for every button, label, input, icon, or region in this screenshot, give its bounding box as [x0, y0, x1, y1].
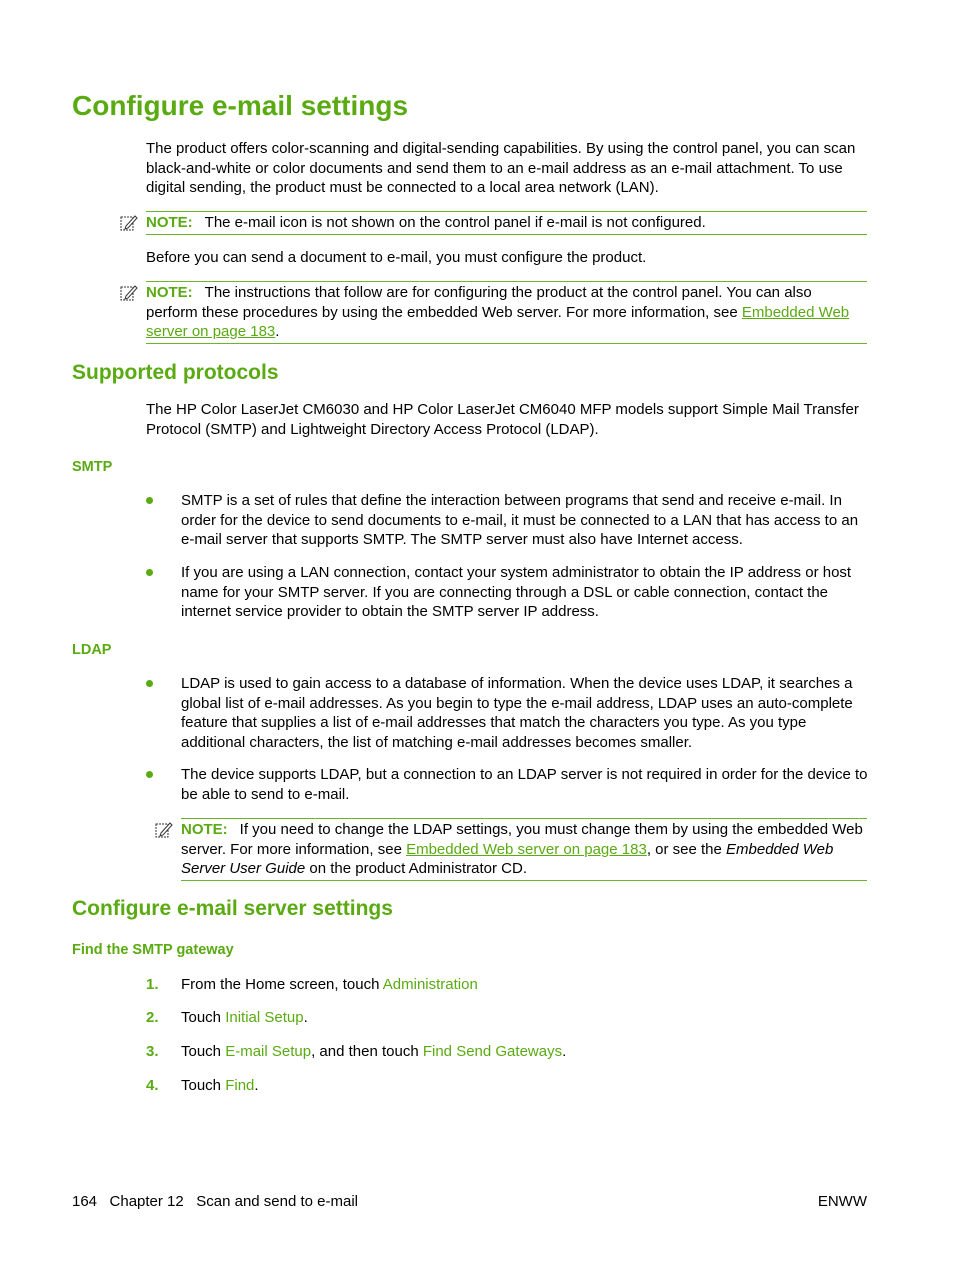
note-pencil-icon	[120, 215, 138, 231]
page-title: Configure e-mail settings	[72, 90, 409, 121]
step-number: 4.	[146, 1077, 159, 1094]
note-text: The instructions that follow are for configuring the product at the control panel. You can also perform these procedures by using the embedded Web server. For more information, see	[146, 284, 812, 321]
ews-link[interactable]: Embedded Web server on page 183	[146, 303, 850, 340]
server-settings-heading: Configure e-mail server settings	[72, 897, 393, 920]
bullet-dot	[146, 569, 153, 576]
list-item: The device supports LDAP, but a connection to an LDAP server is not required in order for the device to be able to send to e-mail.	[146, 765, 870, 804]
note-pencil-icon	[155, 822, 173, 838]
note-ldap-settings: NOTE: If you need to change the LDAP settings, you must change them by using the embedded Web server. For more information, see Embedded Web server on page 183, or see the Embedded Web Server User Guide on the product Administrator CD.	[181, 818, 867, 881]
step-number: 1.	[146, 976, 159, 993]
note-label: NOTE:	[146, 214, 193, 231]
note-email-icon	[146, 211, 867, 235]
step-number: 3.	[146, 1043, 159, 1060]
note-text: The e-mail icon is not shown on the control panel if e-mail is not configured.	[204, 214, 706, 231]
bullet-dot	[146, 680, 153, 687]
footer-page-info: 164 Chapter 12 Scan and send to e-mail	[72, 1193, 359, 1210]
list-item: SMTP is a set of rules that define the interaction between programs that send and receive e-mail. In order for the device to send documents to e-mail, it must be connected to a LAN that has access to an e-mail server that supports SMTP. The SMTP server must also have Internet access.	[146, 491, 870, 550]
note-instructions: NOTE: The instructions that follow are for configuring the product at the control panel. You can also perform these procedures by using the embedded Web server. For more information, see Embedded Web server on page 183.	[146, 281, 867, 344]
step-item: 1. From the Home screen, touch Administration	[146, 976, 478, 993]
note-label: NOTE:	[146, 284, 193, 301]
smtp-gateway-heading: Find the SMTP gateway	[72, 942, 234, 958]
step-item: 3. Touch E-mail Setup, and then touch Find Send Gateways.	[146, 1043, 567, 1060]
bullet-dot	[146, 771, 153, 778]
ldap-heading: LDAP	[72, 642, 112, 658]
list-item: If you are using a LAN connection, contact your system administrator to obtain the IP address or host name for your SMTP server. If you are connecting through a DSL or cable connection, contact the internet service provider to obtain the SMTP server IP address.	[146, 563, 870, 622]
step-item: 2. Touch Initial Setup.	[146, 1009, 308, 1026]
guide-title: Embedded Web Server User Guide	[181, 840, 834, 877]
configure-paragraph: Before you can send a document to e-mail, you must configure the product.	[146, 249, 647, 266]
bullet-dot	[146, 497, 153, 504]
supported-protocols-heading: Supported protocols	[72, 361, 279, 384]
supported-protocols-text: The HP Color LaserJet CM6030 and HP Color LaserJet CM6040 MFP models support Simple Mail Transfer Protocol (SMTP) and Lightweight Directory Access Protocol (LDAP).	[146, 401, 859, 438]
step-item: 4. Touch Find.	[146, 1077, 259, 1094]
ui-term: Administration	[382, 976, 478, 993]
intro-paragraph: The product offers color-scanning and digital-sending capabilities. By using the control panel, you can scan black-and-white or color documents and send them to an e-mail address as an e-mail attachment. To use digital sending, the product must be connected to a local area network (LAN).	[146, 140, 856, 196]
smtp-heading: SMTP	[72, 459, 113, 475]
footer-brand: ENWW	[817, 1193, 867, 1210]
ui-term: Find Send Gateways	[422, 1043, 563, 1060]
ews-link[interactable]: Embedded Web server on page 183	[406, 840, 647, 858]
ui-term: Initial Setup	[225, 1009, 304, 1026]
note-label: NOTE:	[181, 821, 228, 838]
note-pencil-icon	[120, 285, 138, 301]
ui-term: E-mail Setup	[225, 1043, 312, 1060]
list-item: LDAP is used to gain access to a database of information. When the device uses LDAP, it searches a global list of e-mail addresses. As you begin to type the e-mail address, LDAP uses an auto-complete feature that supplies a list of e-mail addresses that match the characters you type. As you type additional characters, the list of matching e-mail addresses becomes smaller.	[146, 674, 870, 752]
step-number: 2.	[146, 1009, 159, 1026]
ui-term: Find	[225, 1077, 255, 1094]
